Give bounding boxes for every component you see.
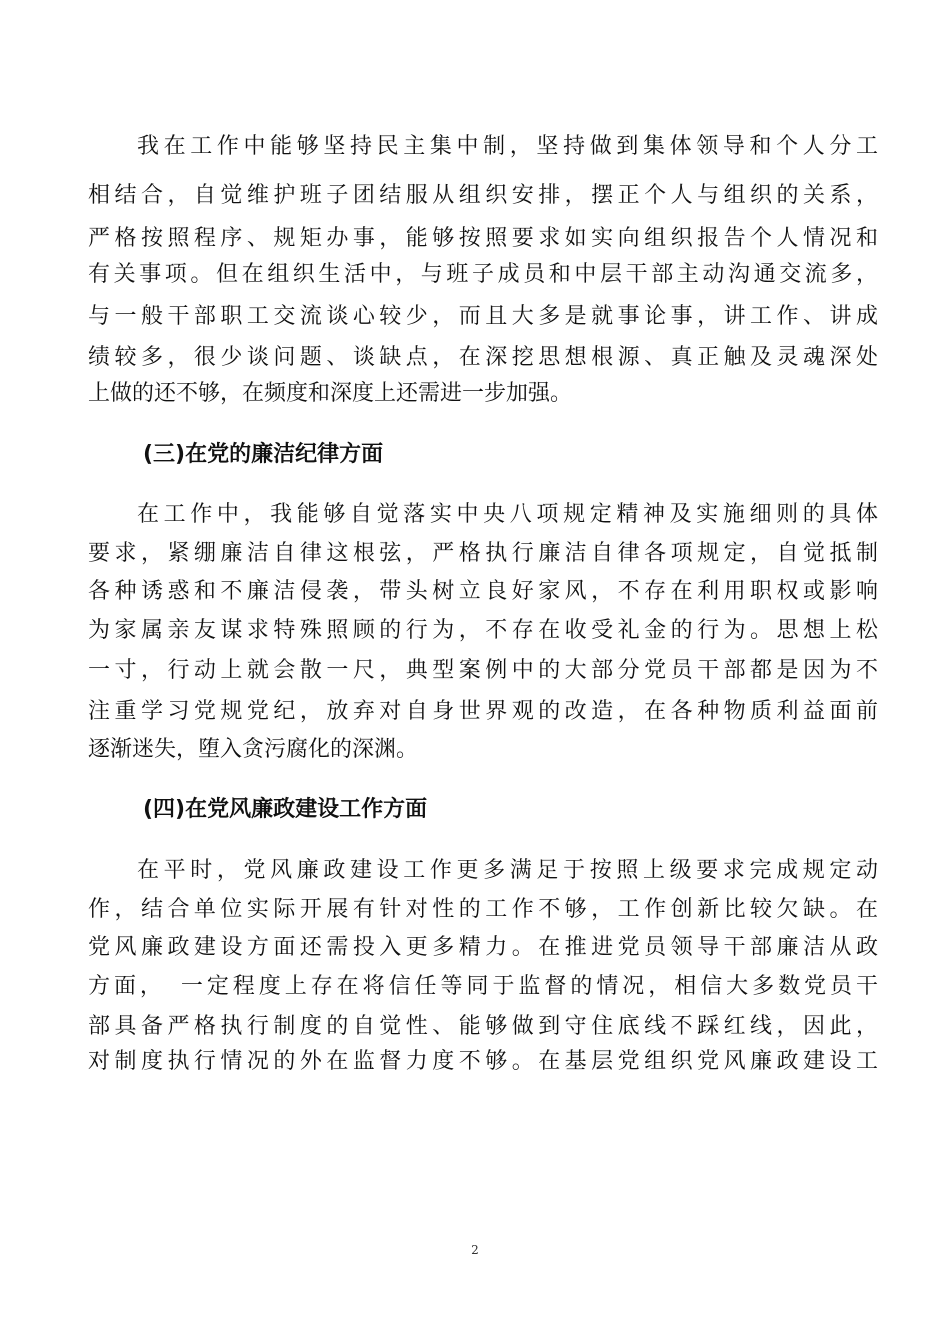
text-line: 与一般干部职工交流谈心较少，而且大多是就事论事，讲工作、讲成 — [88, 304, 878, 329]
text-line: 绩较多，很少谈问题、谈缺点，在深挖思想根源、真正触及灵魂深处 — [88, 345, 878, 370]
text-line: 严格按照程序、规矩办事，能够按照要求如实向组织报告个人情况和 — [88, 226, 878, 251]
text-line: 在工作中，我能够自觉落实中央八项规定精神及实施细则的具体 — [137, 502, 878, 527]
text-line: 相结合，自觉维护班子团结服从组织安排，摆正个人与组织的关系， — [88, 183, 878, 208]
text-line: 上做的还不够，在频度和深度上还需进一步加强。 — [88, 381, 573, 406]
text-line: 逐渐迷失，堕入贪污腐化的深渊。 — [88, 737, 419, 762]
text-line: 作，结合单位实际开展有针对性的工作不够，工作创新比较欠缺。在 — [88, 897, 878, 922]
text-line: 有关事项。但在组织生活中，与班子成员和中层干部主动沟通交流多， — [88, 262, 878, 287]
text-line: 注重学习党规党纪，放弃对自身世界观的改造，在各种物质利益面前 — [88, 699, 878, 724]
text-line: 要求，紧绷廉洁自律这根弦，严格执行廉洁自律各项规定，自觉抵制 — [88, 541, 878, 566]
text-line: 党风廉政建设方面还需投入更多精力。在推进党员领导干部廉洁从政 — [88, 935, 878, 960]
text-line: 对制度执行情况的外在监督力度不够。在基层党组织党风廉政建设工 — [88, 1049, 878, 1074]
text-line: 方面， 一定程度上存在将信任等同于监督的情况，相信大多数党员干 — [88, 974, 878, 999]
section-heading-integrity-discipline: (三)在党的廉洁纪律方面 — [143, 442, 384, 467]
page-number: 2 — [471, 1243, 479, 1257]
section-heading-clean-governance: (四)在党风廉政建设工作方面 — [143, 797, 428, 822]
text-line: 在平时，党风廉政建设工作更多满足于按照上级要求完成规定动 — [137, 858, 878, 883]
text-line: 各种诱惑和不廉洁侵袭，带头树立良好家风，不存在利用职权或影响 — [88, 579, 878, 604]
text-line: 一寸，行动上就会散一尺，典型案例中的大部分党员干部都是因为不 — [88, 658, 878, 683]
text-line: 为家属亲友谋求特殊照顾的行为，不存在收受礼金的行为。思想上松 — [88, 618, 878, 643]
text-line: 我在工作中能够坚持民主集中制，坚持做到集体领导和个人分工 — [137, 134, 878, 159]
text-line: 部具备严格执行制度的自觉性、能够做到守住底线不踩红线，因此， — [88, 1014, 878, 1039]
